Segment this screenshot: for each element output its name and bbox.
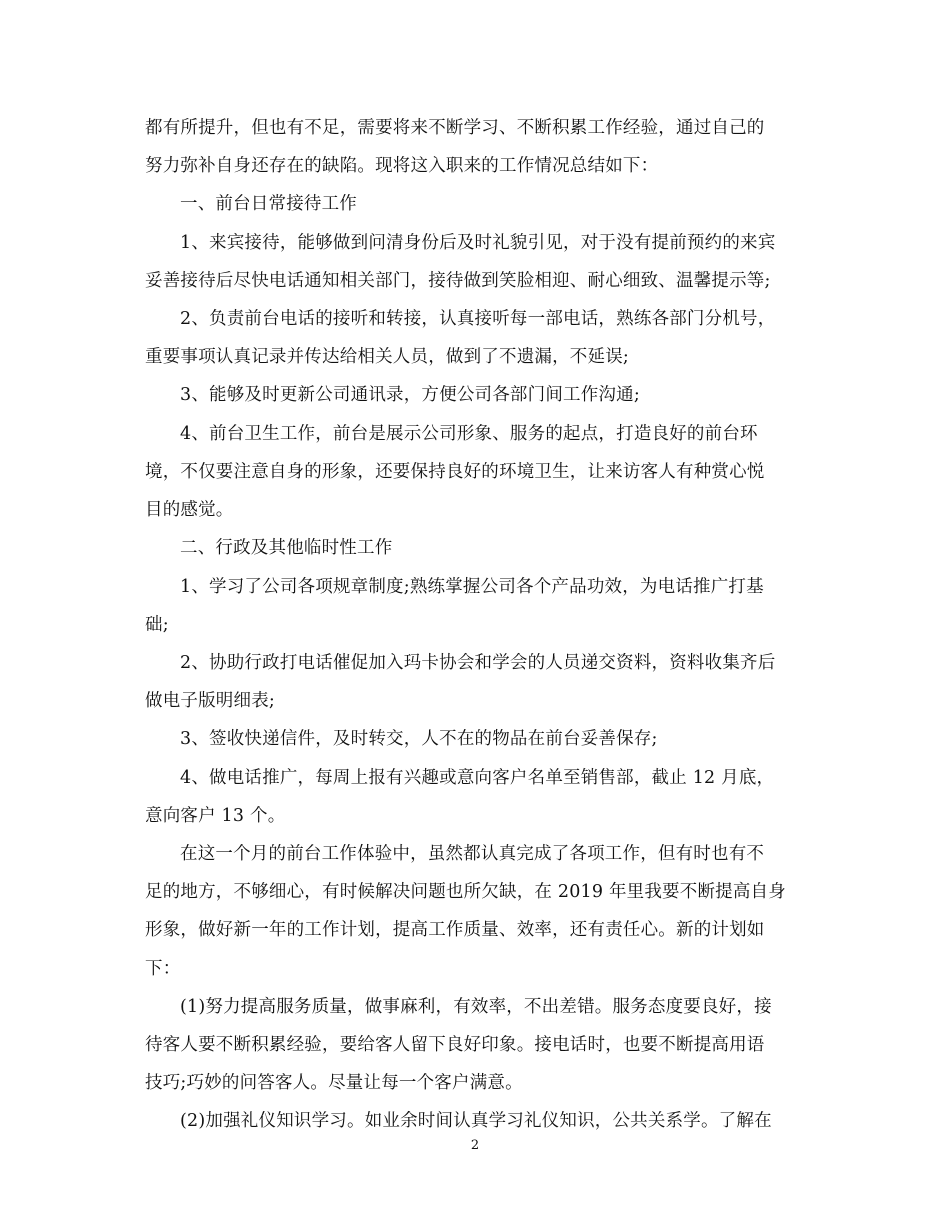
text-line: 重要事项认真记录并传达给相关人员，做到了不遗漏，不延误; <box>145 347 629 367</box>
text-line: 1、来宾接待，能够做到问清身份后及时礼貌引见，对于没有提前预约的来宾 <box>180 233 776 253</box>
text-line: 3、能够及时更新公司通讯录，方便公司各部门间工作沟通; <box>180 385 640 405</box>
text-line: 3、签收快递信件，及时转交，人不在的物品在前台妥善保存; <box>180 729 658 749</box>
text-line: 2、协助行政打电话催促加入玛卡协会和学会的人员递交资料，资料收集齐后 <box>180 653 776 673</box>
text-line: 目的感觉。 <box>145 500 234 520</box>
text-line: 境，不仅要注意自身的形象，还要保持良好的环境卫生，让来访客人有种赏心悦 <box>145 462 765 482</box>
text-line: 足的地方，不够细心，有时候解决问题也所欠缺，在 2019 年里我要不断提高自身 <box>145 882 786 902</box>
text-line: 妥善接待后尽快电话通知相关部门，接待做到笑脸相迎、耐心细致、温馨提示等; <box>145 271 771 291</box>
page-number: 2 <box>470 1138 480 1153</box>
text-line: 努力弥补自身还存在的缺陷。现将这入职来的工作情况总结如下： <box>145 156 659 176</box>
text-line: 意向客户 13 个。 <box>145 806 286 826</box>
text-line: 下： <box>145 959 181 979</box>
text-line: 2、负责前台电话的接听和转接，认真接听每一部电话，熟练各部门分机号， <box>180 309 776 329</box>
text-line: 形象，做好新一年的工作计划，提高工作质量、效率，还有责任心。新的计划如 <box>145 920 765 940</box>
text-line: 础; <box>145 615 169 635</box>
text-line: (2)加强礼仪知识学习。如业余时间认真学习礼仪知识，公共关系学。了解在 <box>180 1111 772 1131</box>
text-line: 待客人要不断积累经验，要给客人留下良好印象。接电话时，也要不断提高用语 <box>145 1035 765 1055</box>
section-heading: 一、前台日常接待工作 <box>180 194 357 214</box>
text-line: 在这一个月的前台工作体验中，虽然都认真完成了各项工作，但有时也有不 <box>180 844 765 864</box>
text-line: 技巧;巧妙的问答客人。尽量让每一个客户满意。 <box>145 1073 523 1093</box>
section-heading: 二、行政及其他临时性工作 <box>180 538 393 558</box>
text-line: 都有所提升，但也有不足，需要将来不断学习、不断积累工作经验，通过自己的 <box>145 118 765 138</box>
text-line: 1、学习了公司各项规章制度;熟练掌握公司各个产品功效，为电话推广打基 <box>180 577 764 597</box>
text-line: 4、前台卫生工作，前台是展示公司形象、服务的起点，打造良好的前台环 <box>180 424 758 444</box>
text-line: 做电子版明细表; <box>145 691 275 711</box>
text-line: (1)努力提高服务质量，做事麻利，有效率，不出差错。服务态度要良好，接 <box>180 997 772 1017</box>
text-line: 4、做电话推广，每周上报有兴趣或意向客户名单至销售部，截止 12 月底， <box>180 768 775 788</box>
